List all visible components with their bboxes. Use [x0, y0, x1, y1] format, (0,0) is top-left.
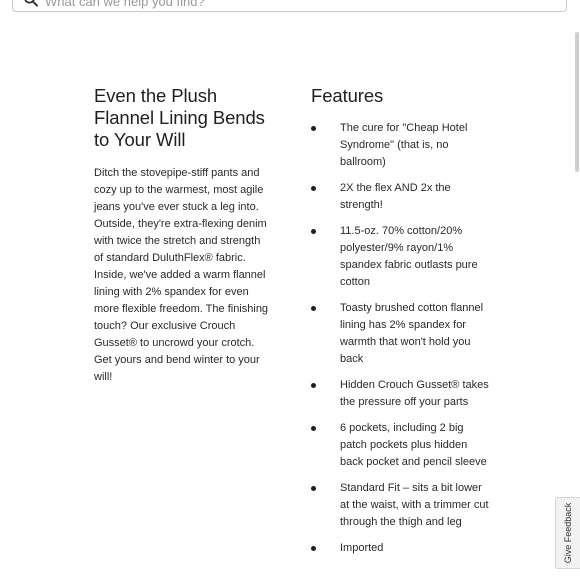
- feature-text: 6 pockets, including 2 big patch pockets plus hidden back pocket and pencil sleeve: [340, 422, 487, 468]
- feature-text: 11.5-oz. 70% cotton/20% polyester/9% rayon/1% spandex fabric outlasts pure cotton: [340, 225, 478, 288]
- feature-item: [311, 223, 493, 291]
- bullet-icon: [311, 426, 316, 431]
- bullet-icon: [311, 486, 316, 491]
- feature-text: The cure for "Cheap Hotel Syndrome" (that is, no ballroom): [340, 122, 468, 168]
- bullet-icon: [311, 546, 316, 551]
- feature-text: Standard Fit – sits a bit lower at the waist, with a trimmer cut through the thigh and leg: [340, 482, 489, 528]
- feature-item: [311, 120, 493, 171]
- features-section: [311, 85, 493, 566]
- feature-item: [311, 180, 493, 214]
- scrollbar-thumb[interactable]: [575, 32, 579, 172]
- bullet-icon: [311, 383, 316, 388]
- give-feedback-button[interactable]: [555, 497, 580, 569]
- give-feedback-label: Give Feedback: [563, 502, 573, 564]
- features-heading: Features: [311, 85, 384, 106]
- search-bar[interactable]: [12, 0, 567, 12]
- search-icon[interactable]: [23, 0, 39, 9]
- feature-text: Hidden Crouch Gusset® takes the pressure off your parts: [340, 379, 489, 408]
- bullet-icon: [311, 126, 316, 131]
- search-input[interactable]: [45, 0, 545, 11]
- feature-item: [311, 420, 493, 471]
- bullet-icon: [311, 306, 316, 311]
- feature-text: 2X the flex AND 2x the strength!: [340, 182, 451, 211]
- feature-text: Toasty brushed cotton flannel lining has 2% spandex for warmth that won't hold you back: [340, 302, 484, 365]
- feature-item: [311, 300, 493, 368]
- feature-text: Imported: [340, 542, 384, 554]
- features-list: [311, 120, 493, 557]
- description-section: [94, 85, 270, 386]
- bullet-icon: [311, 186, 316, 191]
- description-heading: Even the Plush Flannel Lining Bends to Your Will: [94, 85, 265, 150]
- feature-item: [311, 480, 493, 531]
- bullet-icon: [311, 229, 316, 234]
- feature-item: [311, 540, 493, 557]
- description-body: Ditch the stovepipe-stiff pants and cozy up to the warmest, most agile jeans you've ever stuck a leg into. Outside, they're extra-flexing denim with twice the stretch and strength of standard DuluthFlex® fabric. Inside, we've added a warm flannel lining with 2% spandex for even more flexible freedom. The finishing touch? Our exclusive Crouch Gusset® to uncrowd your crotch. Get yours and bend winter to your will!: [94, 167, 269, 383]
- feature-item: [311, 377, 493, 411]
- scrollbar[interactable]: [574, 14, 580, 580]
